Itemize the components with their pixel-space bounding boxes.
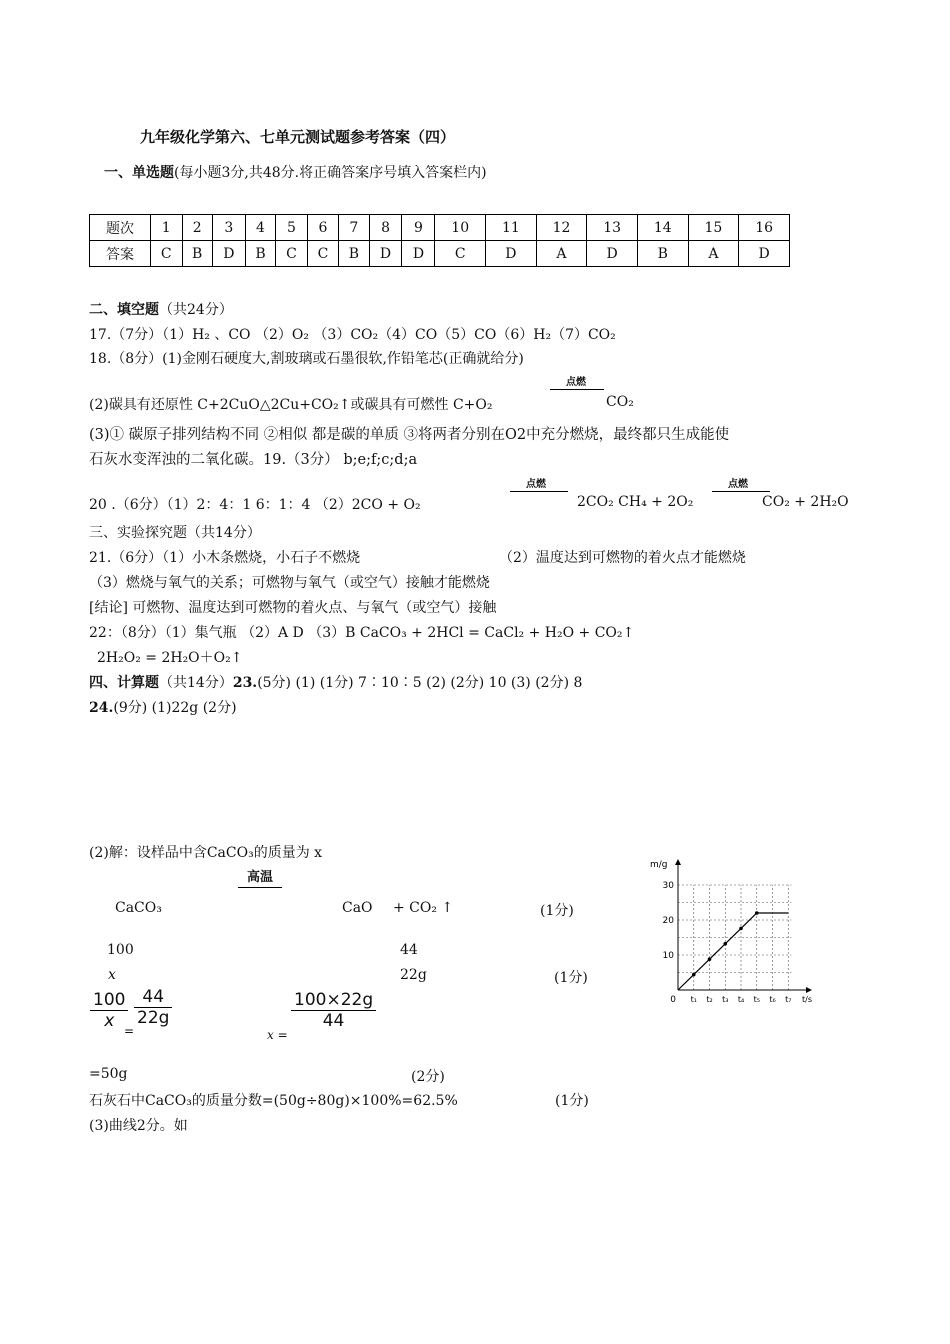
fraction-2-denominator: 22g (137, 1008, 170, 1028)
q20-part-a: 20 .（6分）（1）2：4：1 6：1：4 （2）2CO + O₂ (89, 497, 421, 513)
x-axis-arrow (806, 987, 812, 993)
q21-part-b: （2）温度达到可燃物的着火点才能燃烧 (499, 550, 746, 566)
table-cell: D (402, 241, 435, 267)
table-cell: 8 (369, 215, 402, 241)
table-cell: C (276, 241, 308, 267)
q21-conclusion: [结论] 可燃物、温度达到可燃物的着火点、与氧气（或空气）接触 (89, 600, 497, 616)
score-mark: (1分) (555, 1093, 589, 1109)
unknown-x: x (108, 967, 116, 983)
molar-mass-left: 100 (107, 942, 134, 958)
table-cell: C (307, 241, 339, 267)
q23-answer: (5分) (1) (1分) 7∶10∶5 (2) (2分) 10 (3) (2分) 8 (257, 675, 583, 691)
y-axis-label: m/g (650, 860, 668, 870)
table-cell: C (151, 241, 183, 267)
section1-note: (每小题3分,共48分.将正确答案序号填入答案栏内) (174, 165, 487, 181)
section4-note: （共14分） (159, 675, 233, 691)
table-cell: 12 (536, 215, 587, 241)
q18-part1: 18.（8分）(1)金刚石硬度大,割玻璃或石墨很软,作铅笔芯(正确就给分) (89, 351, 524, 367)
x-tick-label: t₁ (690, 995, 697, 1004)
q23-number: 23. (232, 675, 258, 691)
molar-mass-right: 44 (400, 942, 418, 958)
row-label-questions: 题次 (90, 215, 151, 241)
answer-table (89, 214, 790, 267)
table-cell: D (486, 241, 537, 267)
data-point (755, 911, 759, 915)
x-tick-label: t₆ (769, 995, 776, 1004)
x-axis-label: t/s (802, 995, 812, 1004)
table-cell: 4 (245, 215, 275, 241)
page-title: 九年级化学第六、七单元测试题参考答案（四） (140, 128, 456, 146)
table-cell: D (587, 241, 638, 267)
section2-heading: 二、填空题 (89, 302, 159, 318)
fraction-3 (291, 990, 376, 1031)
reaction-bar (238, 887, 282, 888)
table-cell: A (688, 241, 739, 267)
answer-row (90, 241, 790, 267)
table-cell: 9 (402, 215, 435, 241)
y-tick-label: 20 (662, 916, 674, 926)
table-cell: 7 (339, 215, 369, 241)
fraction-1 (90, 990, 128, 1031)
table-cell: 11 (486, 215, 537, 241)
x-tick-label: t₄ (737, 995, 745, 1004)
table-cell: 3 (212, 215, 245, 241)
table-cell: B (339, 241, 369, 267)
ignite-label: 点燃 (728, 479, 748, 490)
fraction-1-denominator: x (104, 1011, 115, 1031)
table-cell: A (536, 241, 587, 267)
section4-heading: 四、计算题 (89, 675, 159, 691)
score-mark: (1分) (554, 970, 588, 986)
table-cell: 15 (688, 215, 739, 241)
table-cell: 16 (739, 215, 790, 241)
score-mark: (1分) (540, 903, 574, 919)
table-cell: C (435, 241, 486, 267)
equation-product-1: CaO (342, 900, 373, 916)
table-cell: 14 (637, 215, 688, 241)
solution-intro: (2)解：设样品中含CaCO₃的质量为 x (89, 845, 323, 861)
fraction-2-numerator: 44 (134, 987, 172, 1008)
fraction-3-numerator: 100×22g (291, 990, 376, 1011)
section4-line1 (89, 672, 582, 692)
calc-result: =50g (89, 1066, 128, 1082)
q22-part-b: 2H₂O₂ = 2H₂O＋O₂↑ (97, 650, 243, 666)
mass-fraction: 石灰石中CaCO₃的质量分数=(50g÷80g)×100%=62.5% (89, 1093, 458, 1109)
ignite-label: 点燃 (526, 479, 546, 490)
section1-heading: 一、单选题 (104, 165, 174, 181)
x-tick-label: t₂ (706, 995, 713, 1004)
q22-part-a: 22：（8分）（1）集气瓶 （2）A D （3）B CaCO₃ + 2HCl = CaCl₂ + H₂O + CO₂↑ (89, 625, 635, 641)
curve-note: (3)曲线2分。如 (89, 1118, 188, 1134)
ignite-label: 点燃 (566, 377, 586, 388)
x-tick-label: t₅ (753, 995, 760, 1004)
table-cell: B (637, 241, 688, 267)
q18-part2-product: CO₂ (606, 394, 634, 410)
table-cell: 2 (182, 215, 212, 241)
q18-part3b: 石灰水变浑浊的二氧化碳。19.（3分） b;e;f;c;d;a (89, 452, 418, 468)
table-cell: D (369, 241, 402, 267)
fraction-3-denominator: 44 (322, 1011, 345, 1031)
table-cell: 10 (435, 215, 486, 241)
data-point (739, 927, 743, 931)
section2-header (89, 299, 233, 319)
q18-part3a: (3)① 碳原子排列结构不同 ②相似 都是碳的单质 ③将两者分别在O2中充分燃烧，最终都只生成能使 (89, 427, 730, 443)
reaction-bar (510, 491, 568, 492)
given-mass: 22g (400, 967, 427, 983)
mass-time-chart (648, 853, 828, 1008)
origin-label: 0 (670, 995, 676, 1005)
data-point (692, 973, 696, 977)
q24-answer: (9分) (1)22g (2分) (113, 700, 237, 716)
q20-part-b: 2CO₂ CH₄ + 2O₂ (577, 494, 694, 510)
y-tick-label: 10 (662, 951, 674, 961)
section3-heading: 三、实验探究题（共14分） (89, 525, 261, 541)
score-mark: (2分) (411, 1069, 445, 1085)
q24-number: 24. (89, 700, 114, 716)
series-line (678, 913, 788, 990)
equation-reactant: CaCO₃ (115, 900, 162, 916)
data-point (708, 957, 712, 961)
table-cell: D (739, 241, 790, 267)
q20-part-c: CO₂ + 2H₂O (762, 494, 849, 510)
q21-part-a: 21.（6分）（1）小木条燃烧，小石子不燃烧 (89, 550, 361, 566)
x-tick-label: t₇ (785, 995, 792, 1004)
x-tick-label: t₃ (722, 995, 729, 1004)
table-cell: B (182, 241, 212, 267)
section2-note: （共24分） (159, 302, 233, 318)
q18-part2: (2)碳具有还原性 C+2CuO△2Cu+CO₂↑或碳具有可燃性 C+O₂ (89, 397, 493, 413)
q17-answer: 17.（7分）（1）H₂ 、CO （2）O₂ （3）CO₂（4）CO（5）CO（6）H₂（7）CO₂ (89, 327, 616, 343)
reaction-bar (550, 389, 604, 390)
question-row (90, 215, 790, 241)
x-equals: x = (267, 1028, 288, 1042)
table-cell: 13 (587, 215, 638, 241)
q21-part-c: （3）燃烧与氧气的关系；可燃物与氧气（或空气）接触才能燃烧 (89, 575, 490, 591)
row-label-answers: 答案 (90, 241, 151, 267)
table-cell: 6 (307, 215, 339, 241)
fraction-2 (134, 987, 172, 1028)
section1-header (104, 162, 487, 182)
y-tick-label: 30 (662, 881, 674, 891)
data-point (723, 942, 727, 946)
fraction-1-numerator: 100 (90, 990, 128, 1011)
table-cell: B (245, 241, 275, 267)
reaction-bar (712, 491, 770, 492)
q24-line (89, 697, 237, 717)
high-temp-label: 高温 (246, 870, 273, 885)
table-cell: 1 (151, 215, 183, 241)
y-axis-arrow (675, 859, 681, 865)
table-cell: D (212, 241, 245, 267)
table-cell: 5 (276, 215, 308, 241)
equals-sign: = (124, 1024, 135, 1038)
equation-product-2: + CO₂ ↑ (393, 900, 454, 916)
